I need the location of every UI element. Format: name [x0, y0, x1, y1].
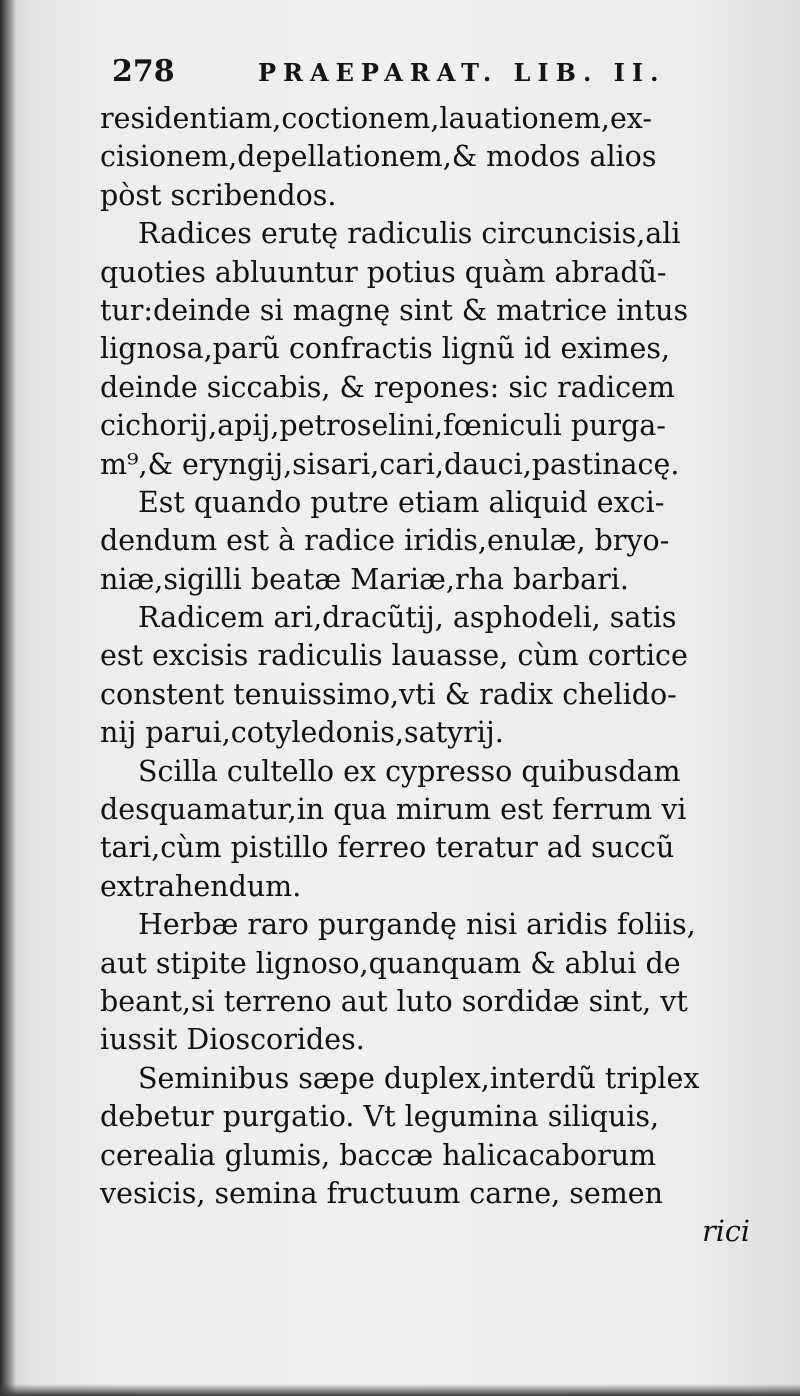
text-line: tur:deinde si magnę sint & matrice intus [100, 293, 689, 327]
text-line: iussit Dioscorides. [100, 1023, 365, 1057]
text-line: extrahendum. [100, 869, 302, 903]
text-line: m⁹,& eryngij,sisari,cari,dauci,pastinacę. [100, 447, 680, 481]
text-line: lignosa,parũ confractis lignũ id eximes, [100, 332, 671, 366]
body-text [100, 100, 750, 1252]
text-line: cerealia glumis, baccæ halicacaborum [100, 1138, 657, 1172]
page-gutter-shadow [0, 0, 16, 1396]
text-line: debetur purgatio. Vt legumina siliquis, [100, 1100, 660, 1134]
text-line: tari,cùm pistillo ferreo teratur ad succũ [100, 831, 675, 865]
text-line: quoties abluuntur potius quàm abradũ- [100, 255, 667, 289]
text-line: niæ,sigilli beatæ Mariæ,rha barbari. [100, 562, 629, 596]
page-number: 278 [112, 54, 175, 89]
text-line: cichorij,apij,petroselini,fœniculi purga- [100, 409, 666, 443]
text-line: Scilla cultello ex cypresso quibusdam [138, 754, 681, 788]
text-line: aut stipite lignoso,quanquam & ablui de [100, 946, 681, 980]
text-line: Seminibus sæpe duplex,interdũ triplex [138, 1061, 700, 1095]
text-line: nij parui,cotyledonis,satyrij. [100, 716, 504, 750]
text-line: desquamatur,in qua mirum est ferrum vi [100, 793, 687, 827]
text-line: Herbæ raro purgandę nisi aridis foliis, [138, 908, 696, 942]
text-line: Radices erutę radiculis circuncisis,ali [138, 217, 681, 251]
running-head: PRAEPARAT. LIB. II. [258, 58, 666, 87]
text-line: beant,si terreno aut luto sordidæ sint, vt [100, 984, 688, 1018]
text-line: deinde siccabis, & repones: sic radicem [100, 370, 675, 404]
text-line: dendum est à radice iridis,enulæ, bryo- [100, 524, 670, 558]
text-line: residentiam,coctionem,lauationem,ex- [100, 102, 653, 135]
page-bottom-shadow [0, 1384, 800, 1396]
text-line: vesicis, semina fructuum carne, semen [100, 1176, 663, 1210]
text-line: est excisis radiculis lauasse, cùm cortice [100, 639, 688, 673]
text-line: cisionem,depellationem,& modos alios [100, 140, 657, 174]
catchword: rici [702, 1215, 750, 1249]
text-line: pòst scribendos. [100, 178, 337, 212]
text-line: Radicem ari,dracũtij, asphodeli, satis [138, 601, 677, 635]
page-header [112, 54, 752, 98]
text-line: constent tenuissimo,vti & radix chelido- [100, 677, 677, 711]
text-line: Est quando putre etiam aliquid exci- [138, 485, 665, 519]
